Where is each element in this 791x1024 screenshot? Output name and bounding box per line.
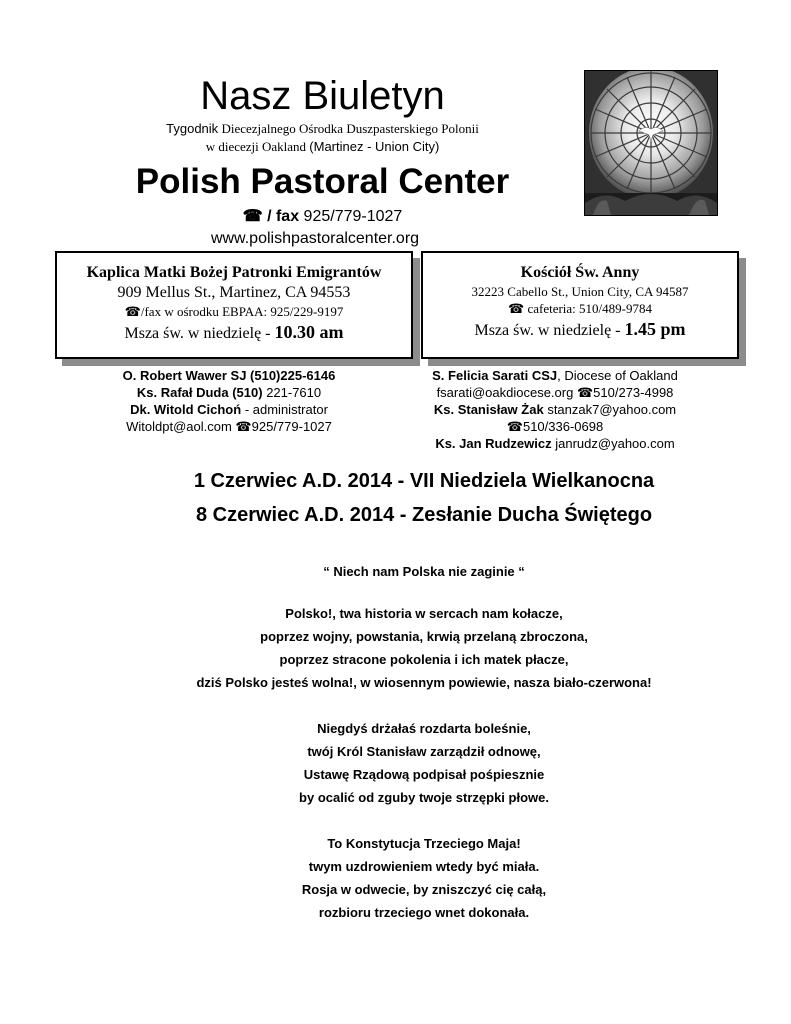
subtitle-center-desc: Diecezjalnego Ośrodka Duszpasterskiego Polonii [221,121,479,136]
church-mass-label: Msza św. w niedzielę - [474,322,621,339]
poem [0,560,791,947]
poem-line: twój Król Stanisław zarządził odnowę, [307,744,541,759]
poem-line: twym uzdrowieniem wtedy być miała. [308,859,540,874]
poem-line: poprzez stracone pokolenia i ich matek płacze, [279,652,569,667]
chapel-phone-text: /fax w ośrodku EBPAA: 925/229-9197 [140,304,344,319]
church-phone-text: cafeteria: 510/489-9784 [527,301,652,316]
poem-stanza-2 [0,717,791,809]
contact-sarati-org: , Diocese of Oakland [557,368,678,383]
poem-line: rozbioru trzeciego wnet dokonała. [318,905,530,920]
contact-sarati-name: S. Felicia Sarati CSJ [432,368,558,383]
contact-zak-name: Ks. Stanisław Żak [433,402,544,417]
chapel-address: 909 Mellus St., Martinez, CA 94553 [117,284,351,301]
phone-number: 925/779-1027 [303,208,403,225]
poem-line: dziś Polsko jesteś wolna!, w wiosennym powiewie, nasza biało-czerwona! [196,675,652,690]
poem-line: To Konstytucja Trzeciego Maja! [327,836,521,851]
website-link[interactable]: www.polishpastoralcenter.org [210,230,420,247]
contact-cichon-email[interactable]: Witoldpt@aol.com [126,419,232,434]
telephone-icon: ☎ [242,208,263,225]
contact-sarati-email[interactable]: fsarati@oakdiocese.org [436,385,574,400]
contact-zak-email[interactable]: stanzak7@yahoo.com [547,402,677,417]
poem-line: Rosja w odwecie, by zniszczyć cię całą, [301,882,547,897]
contact-wawer: O. Robert Wawer SJ (510)225-6146 [122,368,336,383]
telephone-icon: ☎ [506,419,523,434]
subtitle-diocese: w diecezji Oakland [205,139,307,154]
telephone-icon: ☎ [124,304,141,319]
contact-rudzewicz-name: Ks. Jan Rudzewicz [435,436,552,451]
poem-stanza-3 [0,832,791,924]
subtitle-cities: (Martinez - Union City) [309,139,440,154]
church-info-box [421,251,739,359]
bulletin-title: Nasz Biuletyn [200,74,445,118]
chapel-mass-time [57,321,411,345]
chapel-info-box [55,251,413,359]
chapel-phone [57,303,411,321]
chapel-name: Kaplica Matki Bożej Patronki Emigrantów [86,264,382,281]
telephone-icon: ☎ [235,419,252,434]
liturgical-date-2: 8 Czerwiec A.D. 2014 - Zesłanie Ducha Świętego [195,504,653,526]
contacts-right [415,367,695,452]
contact-duda-name: Ks. Rafał Duda (510) [136,385,263,400]
subtitle-weekly: Tygodnik [166,121,219,136]
church-name: Kościół Św. Anny [520,264,640,281]
center-name: Polish Pastoral Center [135,162,510,201]
telephone-icon: ☎ [508,301,525,316]
contact-zak-phone: 510/336-0698 [522,419,604,434]
contact-duda-phone: 221-7610 [266,385,322,400]
church-mass-hour: 1.45 pm [624,319,686,339]
church-phone [423,300,737,318]
poem-title: “ Niech nam Polska nie zaginie “ [323,564,525,579]
contact-sarati-phone: 510/273-4998 [593,385,674,400]
poem-line: Polsko!, twa historia w sercach nam kołacze, [285,606,563,621]
contact-cichon-name: Dk. Witold Cichoń [130,402,242,417]
chapel-mass-label: Msza św. w niedzielę - [124,325,271,342]
stained-glass-window-image [584,70,718,216]
contacts-left [98,367,360,435]
bulletin-subtitle-2 [0,139,645,155]
chapel-mass-hour: 10.30 am [274,322,344,342]
poem-line: Niegdyś drżałaś rozdarta boleśnie, [317,721,531,736]
poem-line: by ocalić od zguby twoje strzępki płowe. [299,790,549,805]
poem-stanza-1 [0,602,791,694]
center-phone [0,207,645,227]
contact-cichon-role: - administrator [244,402,328,417]
bulletin-subtitle-1 [0,121,645,137]
contact-cichon-phone: 925/779-1027 [251,419,332,434]
poem-line: Ustawę Rządową podpisał pośpiesznie [303,767,545,782]
church-address: 32223 Cabello St., Union City, CA 94587 [471,284,689,299]
phone-label: / fax [267,208,300,225]
liturgical-date-1: 1 Czerwiec A.D. 2014 - VII Niedziela Wielkanocna [193,470,655,492]
contact-rudzewicz-email[interactable]: janrudz@yahoo.com [555,436,675,451]
telephone-icon: ☎ [576,385,594,400]
poem-line: poprzez wojny, powstania, krwią przelaną zbroczona, [260,629,588,644]
church-mass-time [423,318,737,342]
